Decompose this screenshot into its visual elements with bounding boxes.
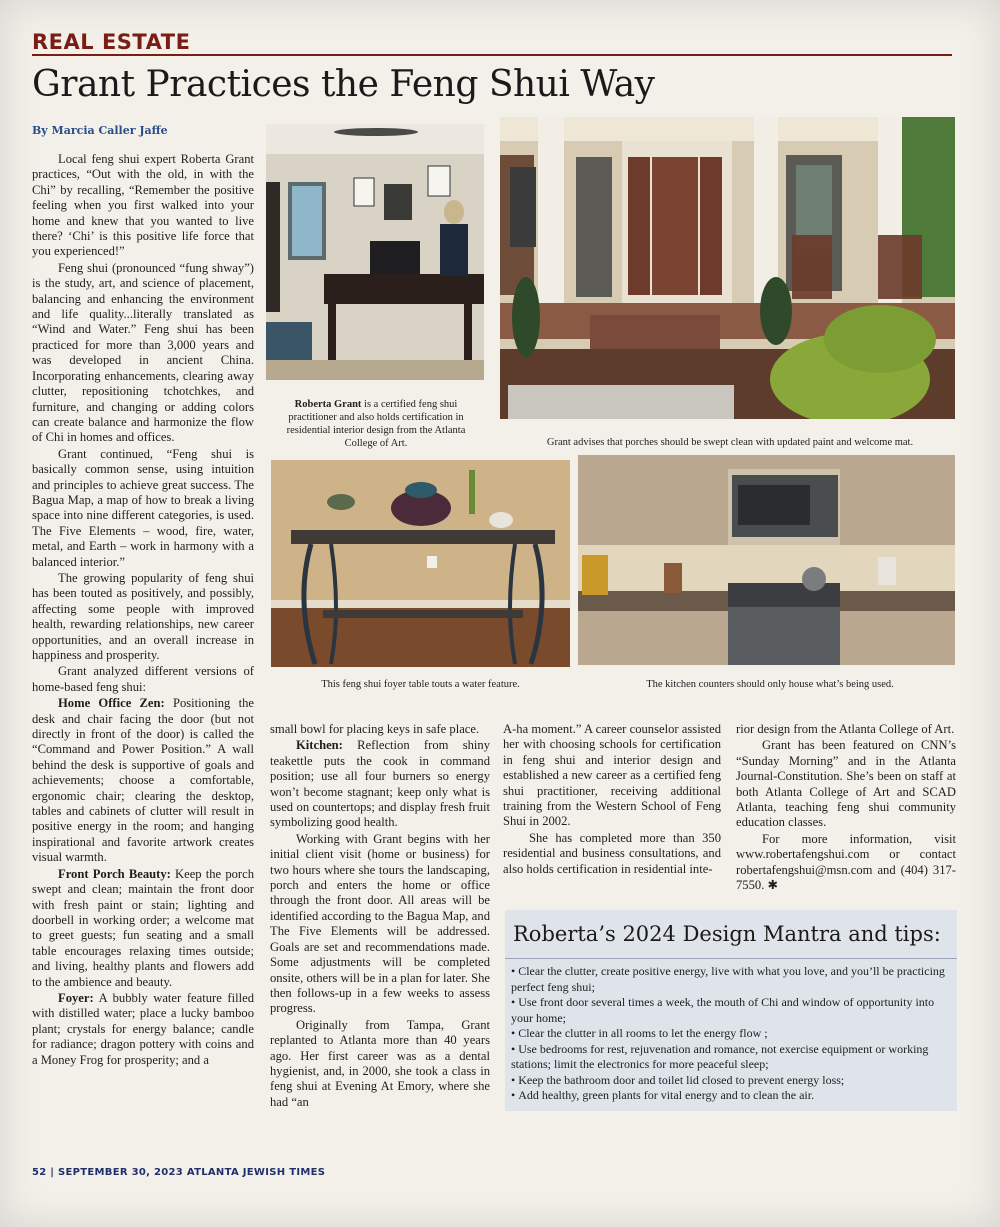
paragraph: Grant has been featured on CNN’s “Sunday Morning” and in the Atlanta Journal-Constitution. She’s been on staff at both Atlanta College of Art and SCAD Atlanta, teaching feng shui community education classes. [736,738,956,830]
tip-item: • Use front door several times a week, the mouth of Chi and window of opportunity into your home; [511,995,953,1026]
tips-divider [505,958,957,959]
article-column-1 [32,152,254,1069]
caption-name: Roberta Grant [294,399,362,410]
tip-item: • Clear the clutter in all rooms to let the energy flow ; [511,1026,953,1042]
porch-photo [500,117,955,419]
paragraph: Working with Grant begins with her initial client visit (home or business) for two hours where she tours the landscaping, porch and enters the home or office through the front door. All areas will be identified according to the Bagua Map, and The Five Elements will be addressed. Goals are set and recommendations made. Some adjustments will be completed onsite, others will be in a plan for later. She then follows-up in a few weeks to assess progress. [270,831,490,1016]
foyer-photo-caption: This feng shui foyer table touts a water feature. [321,679,520,690]
paragraph: rior design from the Atlanta College of Art. [736,722,955,736]
caption-text: is a certified feng shui practitioner and also holds certification in residential interior design from the Atlanta College of Art. [286,399,466,449]
page-footer: 52 | SEPTEMBER 30, 2023 ATLANTA JEWISH TIMES [32,1167,326,1178]
kitchen-photo [578,455,955,665]
tips-title: Roberta’s 2024 Design Mantra and tips: [513,922,941,946]
section-label: REAL ESTATE [32,30,191,54]
office-photo-caption [272,398,480,450]
subhead-front-porch: Front Porch Beauty: [58,866,171,881]
paragraph: The growing popularity of feng shui has been touted as positively, and possibly, affecting some people with improved health, rewarding relationships, new career opportunities, and an overall increase in happiness and prosperity. [32,570,254,662]
kitchen-photo-caption: The kitchen counters should only house what’s being used. [646,679,894,690]
paragraph [32,696,254,865]
section-rule [32,54,952,56]
paragraph: Originally from Tampa, Grant replanted to Atlanta more than 40 years ago. Her first career was as a dental hygienist, and, in 2000, she took a class in feng shui at Evening At Emory, where she had “an [270,1017,490,1109]
headline: Grant Practices the Feng Shui Way [32,64,655,105]
tip-item: • Add healthy, green plants for vital energy and to clean the air. [511,1088,953,1104]
paragraph [32,867,254,990]
tips-box [505,910,957,1111]
subhead-home-office: Home Office Zen: [58,696,165,711]
article-column-3 [503,722,721,878]
paragraph-text: Keep the porch swept and clean; maintain the front door with fresh paint or stain; lighting and doorbell in working order; a welcome mat to greet guests; fun seating and a small table encourages relaxing times outside; and living, healthy plants and flowers add to the ambience and beauty. [32,866,254,989]
porch-photo-caption: Grant advises that porches should be swept clean with updated paint and welcome mat. [546,437,914,448]
paragraph: For more information, visit www.robertafengshui.com or contact robertafengshui@msn.com and (404) 317-7550. ✱ [736,831,956,893]
subhead-kitchen: Kitchen: [296,738,343,753]
paragraph: Feng shui (pronounced “fung shway”) is the study, art, and science of placement, balancing and enhancing the environment and life quality...literally translated as “Wind and Water.” Feng shui has been practiced for more than 3,000 years and was developed in ancient China. Incorporating enhancements, clearing away clutter, repositioning tchotchkes, and furniture, and changing or adding colors can create balance and harmonize the flow of Chi in homes and offices. [32,260,254,445]
paragraph: Grant continued, “Feng shui is basically common sense, using intuition and principles to achieve great success. The Bagua Map, a map of how to break a living space into nine different categories, is used. The Five Elements – wood, fire, water, metal, and Earth – work in harmony with a balanced interior.” [32,446,254,569]
paragraph-text: A bubbly water feature filled with distilled water; place a lucky bamboo plant; crystals for energy balance; candle for radiance; dragon pottery with coins and a Money Frog for prosperity; and a [32,990,254,1067]
article-column-2 [270,722,490,1111]
paragraph-text: Positioning the desk and chair facing the door (but not directly in front of the door) is called the “Command and Power Position.” A wall behind the desk is supportive of goals and achievements; choose a comfortable, ergonomic chair; clearing the desktop, tables and cabinets of clutter will result in positive energy in the room; and hanging inspirational and favorite artwork creates visual warmth. [32,696,254,865]
paragraph-text: Reflection from shiny teakettle puts the cook in command position; use all four burners so energy won’t become stagnant; keep only what is used on countertops; and display fresh fruit symbolizing good health. [270,738,490,830]
byline: By Marcia Caller Jaffe [32,124,168,137]
tip-item: • Keep the bathroom door and toilet lid closed to prevent energy loss; [511,1073,953,1089]
tips-list [511,964,953,1104]
paragraph: Grant analyzed different versions of home-based feng shui: [32,664,254,694]
paragraph: small bowl for placing keys in safe place. [270,722,480,736]
foyer-photo [271,460,570,667]
tip-item: • Use bedrooms for rest, rejuvenation and romance, not exercise equipment or working stations; limit the electronics for more peaceful sleep; [511,1042,953,1073]
paragraph: Local feng shui expert Roberta Grant practices, “Out with the old, in with the Chi” by recalling, “Remember the positive feeling when you first walked into your home and knew that you wanted to live there? ‘Chi’ is this positive life force that you experienced!” [32,152,254,259]
paragraph [270,738,490,830]
office-photo [266,124,484,380]
paragraph: She has completed more than 350 residential and business consultations, and also holds certification in residential inte- [503,830,721,876]
paragraph [32,991,254,1068]
paragraph: A-ha moment.” A career counselor assisted her with choosing schools for certification in feng shui and interior design and established a new career as a certified feng shui practitioner, receiving additional training from the Western School of Feng Shui in 2002. [503,722,721,829]
subhead-foyer: Foyer: [58,990,94,1005]
article-column-4 [736,722,956,894]
tip-item: • Clear the clutter, create positive energy, live with what you love, and you’ll be practicing perfect feng shui; [511,964,953,995]
